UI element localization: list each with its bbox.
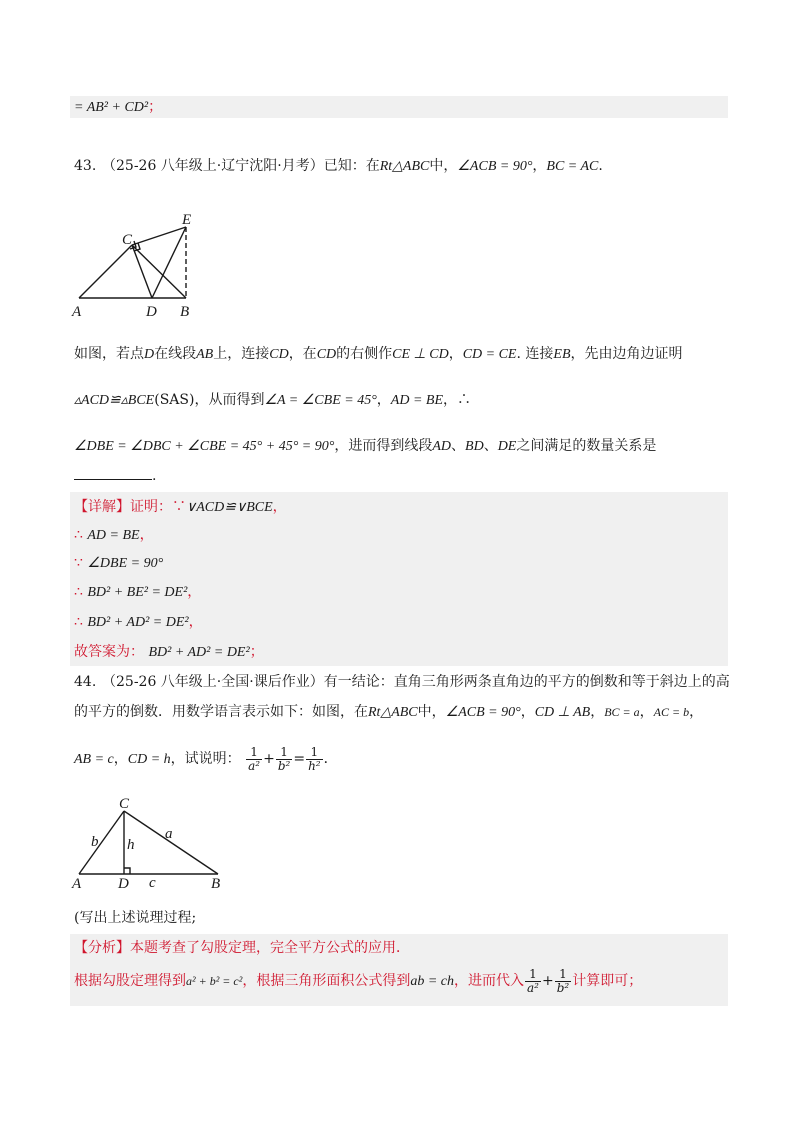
text: ，	[376, 392, 391, 408]
math: BD² + BE² = DE²	[87, 585, 188, 600]
q44-stem-line2	[74, 702, 703, 723]
text: ，	[639, 704, 654, 720]
q43-equal-sides: BC = AC	[546, 159, 599, 174]
segment-cb	[132, 245, 186, 298]
q43-triangle: Rt△ABC	[379, 159, 430, 174]
q44-stem-line3: AB = c，CD = h，试说明： $\frac{1}{\text{a²}}$ + $\frac{1}{\text{b²}}$ = $\frac{1}{\text{h²}}$ ．	[74, 744, 338, 773]
q43-para-line2	[74, 390, 471, 411]
math: BD² + AD² = DE²	[87, 615, 189, 630]
math: CE ⊥ CD	[392, 347, 449, 362]
text: 计算即可；	[572, 973, 643, 989]
text: ，	[187, 584, 202, 600]
q43-number: 43.	[74, 158, 97, 174]
text: 的右侧作	[336, 346, 393, 362]
math: AB	[196, 347, 214, 362]
math: ∠A = ∠CBE = 45°	[264, 393, 377, 408]
text: ，	[590, 704, 605, 720]
q43-para-line1	[74, 344, 683, 365]
segment-ac	[79, 811, 124, 874]
answer-tail-punct: ；	[148, 99, 163, 115]
q44-figure	[70, 794, 230, 892]
math: CD = h	[127, 752, 171, 767]
q43-figure	[70, 208, 200, 320]
text: ，先由边角边证明	[570, 346, 683, 362]
numerator: 1	[276, 746, 293, 760]
text: ，	[139, 527, 154, 543]
segment-de	[152, 227, 186, 298]
text: ，	[272, 499, 287, 515]
text: ，∴	[443, 392, 472, 408]
math: ∠DBE = ∠DBC + ∠CBE = 45° + 45° = 90°	[74, 439, 335, 454]
q43-text: 中，	[429, 158, 458, 174]
math: CD	[316, 347, 337, 362]
text: ，进而代入	[454, 973, 524, 989]
q44-stem-line1	[74, 672, 730, 692]
therefore-symbol: ∴	[74, 584, 83, 600]
text: .	[152, 468, 157, 484]
q43-source: （25-26 八年级上·辽宁沈阳·月考）已知：在	[102, 158, 380, 174]
math: ∠ACB = 90°	[445, 705, 521, 720]
math: ab = ch	[410, 974, 454, 989]
q43-angle: ∠ACB = 90°	[457, 159, 533, 174]
numerator: 1	[246, 746, 262, 760]
math: AD = BE	[87, 528, 140, 543]
right-angle-mark	[124, 868, 130, 874]
label-e: E	[182, 212, 192, 228]
denominator: a²	[527, 980, 539, 995]
text: 、	[451, 438, 466, 454]
text: ，	[113, 751, 128, 767]
text: ，试说明：	[170, 751, 241, 767]
detail-tag: 【详解】	[74, 499, 130, 515]
analysis44-line1	[74, 938, 410, 958]
math: CD ⊥ AB	[534, 705, 591, 720]
text: ；	[249, 644, 264, 660]
answer-blank	[74, 467, 152, 480]
math: BD	[465, 439, 484, 454]
numerator: 1	[525, 968, 541, 982]
segment-cd	[132, 245, 152, 298]
math: (SAS)	[154, 392, 195, 408]
segment-cb	[124, 811, 218, 874]
q43-sep: ，	[532, 158, 547, 174]
math: AC = b	[653, 705, 690, 719]
q44-instruction	[74, 908, 196, 928]
analysis44-line2: 根据勾股定理得到a² + b² = c²，根据三角形面积公式得到ab = ch，进而代入 $\frac{1}{\text{a²}}$ + $\frac{1}{\text{b²}}$ 计算即可；	[74, 966, 643, 995]
denominator: h²	[308, 758, 321, 773]
fraction-1-over-h2	[306, 746, 323, 773]
q44-number: 44.	[74, 674, 97, 690]
text: 上，连接	[213, 346, 270, 362]
label-b: B	[180, 304, 190, 320]
denominator: a²	[248, 758, 261, 773]
text: （25-26 八年级上·全国·课后作业）有一结论：直角三角形两条直角边的平方的倒数和等于斜边上的高	[102, 674, 730, 690]
analysis-tag: 【分析】	[74, 940, 130, 956]
text: ，	[689, 704, 704, 720]
math: AB = c	[74, 752, 114, 767]
answer-shade-top	[70, 96, 728, 118]
answer43-line2	[74, 525, 154, 546]
math: BC = a	[604, 705, 640, 719]
text: (写出上述说理过程;	[74, 910, 197, 926]
therefore-symbol: ∴	[74, 527, 83, 543]
text: 、	[483, 438, 498, 454]
text: ，	[448, 346, 463, 362]
label-d: D	[118, 876, 129, 892]
because-symbol: ∵	[172, 499, 186, 515]
text: 本题考查了勾股定理，完全平方公式的应用．	[130, 940, 410, 956]
q43-para-line3	[74, 436, 656, 457]
math: EB	[553, 347, 571, 362]
answer43-shade	[70, 492, 728, 666]
fraction-1-over-a2	[525, 968, 541, 995]
q43-stem	[74, 156, 603, 177]
label-c: C	[119, 796, 130, 812]
text: 故答案为：	[74, 644, 144, 660]
numerator: 1	[555, 968, 572, 982]
text: 证明：	[130, 499, 172, 515]
label-d: D	[146, 304, 157, 320]
math: DE	[497, 439, 517, 454]
math: Rt△ABC	[368, 705, 418, 720]
text: ，	[188, 614, 203, 630]
label-c: C	[122, 232, 133, 248]
math: a² + b² = c²	[186, 974, 243, 988]
text: ，从而得到	[194, 392, 265, 408]
math: ∠DBE = 90°	[87, 556, 164, 571]
label-a: A	[72, 876, 82, 892]
answer43-line6	[74, 642, 264, 663]
because-symbol: ∵	[74, 555, 83, 571]
answer-tail-line	[74, 97, 162, 118]
label-side-b: b	[91, 834, 99, 850]
text: ，进而得到线段	[334, 438, 433, 454]
math: BD² + AD² = DE²	[148, 645, 250, 660]
label-side-a: a	[165, 826, 173, 842]
numerator: 1	[306, 746, 323, 760]
math: ∨ACD≌∨BCE	[186, 500, 273, 515]
answer43-line5	[74, 612, 203, 633]
therefore-symbol: ∴	[74, 614, 83, 630]
answer43-line3	[74, 553, 163, 574]
answer43-line1	[74, 497, 287, 518]
math: CD	[269, 347, 289, 362]
fraction-1-over-a2	[246, 746, 262, 773]
text: 的平方的倒数．用数学语言表示如下：如图，在	[74, 704, 368, 720]
math: AD = BE	[390, 393, 444, 408]
denominator: b²	[277, 758, 291, 773]
math: AD	[432, 439, 452, 454]
math: CD = CE	[462, 347, 517, 362]
label-side-c: c	[149, 875, 156, 891]
fraction-1-over-b2	[276, 746, 293, 773]
text: 根据勾股定理得到	[74, 973, 186, 989]
text: 之间满足的数量关系是	[516, 438, 657, 454]
label-side-h: h	[127, 837, 135, 853]
answer-tail-math: = AB² + CD²	[74, 100, 149, 115]
text: 中，	[417, 704, 446, 720]
text: ，在	[288, 346, 317, 362]
text: ，根据三角形面积公式得到	[242, 973, 411, 989]
denominator: b²	[556, 980, 570, 995]
q43-end: .	[598, 158, 603, 174]
fraction-1-over-b2	[555, 968, 572, 995]
math: D	[144, 347, 155, 362]
answer43-line4	[74, 582, 201, 603]
text: ，	[520, 704, 535, 720]
text: . 连接	[516, 346, 554, 362]
label-b: B	[211, 876, 221, 892]
text: ．	[323, 751, 338, 767]
text: 如图，若点	[74, 346, 144, 362]
q43-answer-blank-line	[74, 466, 156, 486]
segment-ac	[79, 245, 132, 298]
math: ▵ACD≌▵BCE	[74, 393, 155, 408]
label-a: A	[72, 304, 82, 320]
text: 在线段	[154, 346, 197, 362]
